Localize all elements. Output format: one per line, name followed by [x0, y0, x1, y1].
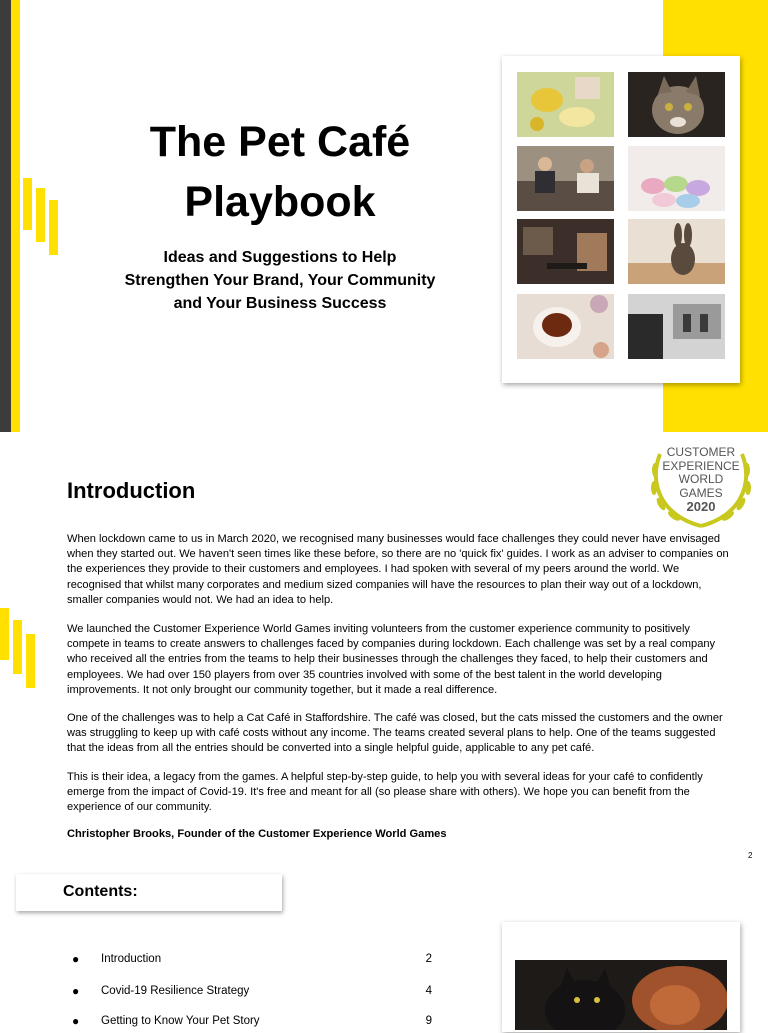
toc-item-page: 2 — [425, 953, 432, 965]
toc-item-label: Getting to Know Your Pet Story — [101, 1015, 260, 1027]
cover-dark-bar — [0, 0, 11, 432]
badge-line: GAMES — [679, 485, 723, 500]
customer-experience-world-games-badge — [646, 444, 756, 528]
decor-stripe — [49, 200, 58, 255]
intro-signature: Christopher Brooks, Founder of the Customer Experience World Games — [67, 828, 447, 840]
bullet-icon: ● — [72, 984, 80, 998]
intro-heading: Introduction — [67, 478, 196, 503]
badge-line: CUSTOMER — [666, 445, 736, 459]
intro-paragraph: This is their idea, a legacy from the games. A helpful step-by-step guide, to help you with several ideas for your café to confidently emerge from the impact of Covid-19. It's free and meant for all (so please share with others). We hope you can benefit from the experience of our community. — [67, 771, 703, 814]
photo-card-pets — [502, 922, 740, 1032]
bullet-icon: ● — [72, 952, 80, 966]
photo-cat-and-dog — [515, 960, 727, 1030]
photo-tea-cup — [517, 294, 614, 359]
toc-item-label: Covid-19 Resilience Strategy — [101, 985, 250, 997]
bullet-icon: ● — [72, 1014, 80, 1028]
toc-item[interactable] — [72, 985, 432, 1003]
contents-heading: Contents: — [63, 883, 138, 900]
decor-stripe — [26, 634, 35, 688]
cover-subtitle — [100, 246, 460, 315]
toc-item-page: 4 — [425, 985, 432, 997]
photo-cat — [628, 72, 725, 137]
badge-line: EXPERIENCE — [662, 458, 740, 473]
decor-stripe — [23, 178, 32, 230]
cover-subtitle-line: and Your Business Success — [173, 295, 387, 312]
decor-stripe — [13, 620, 22, 674]
photo-macarons — [628, 146, 725, 211]
cover-subtitle-line: Strengthen Your Brand, Your Community — [124, 272, 436, 289]
photo-people-sofa — [517, 146, 614, 211]
cover-title-line: The Pet Café — [149, 118, 411, 166]
decor-stripe — [0, 608, 9, 660]
intro-paragraph: One of the challenges was to help a Cat Café in Staffordshire. The café was closed, but the cats missed the customers and the owner was struggling to keep up with café costs without any income. The teams created several plans to help. One of the teams suggested that the ideas from all the entries should be converted into a single helpful guide, applicable to any pet café. — [67, 712, 723, 755]
toc-item-page: 9 — [425, 1015, 432, 1027]
photo-cafe-table — [517, 72, 614, 137]
toc-item[interactable] — [72, 1015, 432, 1033]
photo-rabbit — [628, 219, 725, 284]
photo-cafe-interior — [517, 219, 614, 284]
toc-item[interactable] — [72, 953, 432, 971]
cover-title — [90, 112, 470, 232]
photo-barista-coffee — [628, 294, 725, 359]
cover-yellow-bar — [11, 0, 20, 432]
cover-subtitle-line: Ideas and Suggestions to Help — [163, 249, 397, 266]
photo-collage-card — [502, 56, 740, 383]
toc-item-label: Introduction — [101, 953, 162, 965]
badge-year: 2020 — [686, 499, 716, 514]
intro-paragraph: We launched the Customer Experience World Games inviting volunteers from the customer experience community to positively compete in teams to create answers to challenges faced by companies during lockdown. Each challenge was set by a real company who received all the entries from the teams to help their businesses through the challenges they faced, to help their customers and employees. We had over 150 players from over 35 countries involved with some of the best talent in the world developing improvements. It not only brought our community together, but it made a real difference. — [67, 623, 716, 696]
contents-heading-box — [16, 874, 282, 911]
cover-title-line: Playbook — [184, 178, 376, 226]
page-number: 2 — [748, 851, 753, 860]
badge-line: WORLD — [678, 472, 724, 486]
intro-paragraph: When lockdown came to us in March 2020, we recognised many businesses would face challenges they could never have envisaged when they started out. We haven't seen times like these before, so there are no 'quick fix' guides. I work as an adviser to companies on the experiences they provide to their customers and employees. I had spoken with several of my peers around the world. We recognised that whilst many corporates and medium sized companies will have the resources to plan their way out of a lockdown, smaller companies would not. We had an idea to help. — [67, 533, 729, 606]
decor-stripe — [36, 188, 45, 242]
